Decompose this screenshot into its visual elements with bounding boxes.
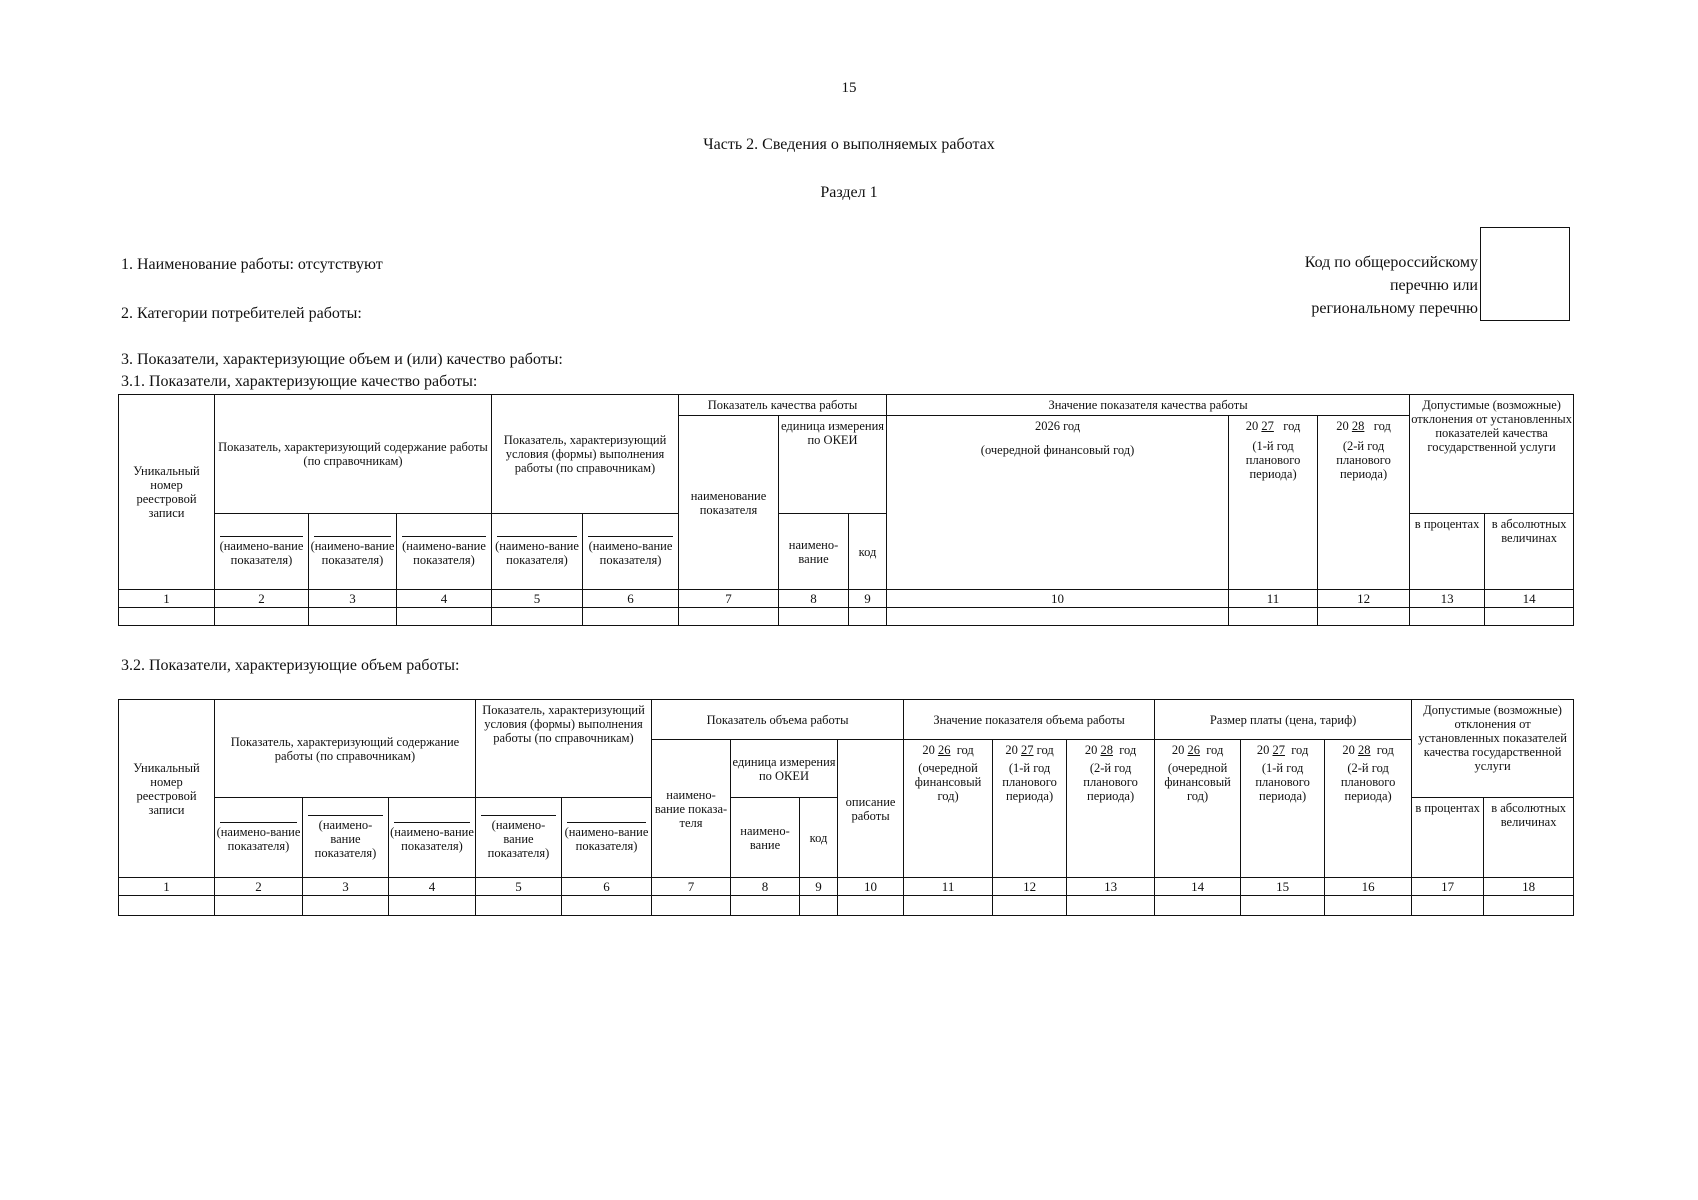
consumer-categories-line: 2. Категории потребителей работы:: [121, 305, 362, 322]
unit-name-header: наимено-вание: [779, 514, 849, 590]
code-label-line: региональному перечню: [1311, 300, 1478, 317]
table-cell[interactable]: [476, 896, 562, 916]
unit-code-header: код: [800, 798, 838, 878]
table-cell[interactable]: [1484, 896, 1574, 916]
indicator-name-subheader: (наимено-вание показателя): [562, 798, 652, 878]
column-number: 3: [309, 590, 397, 608]
table-row: [119, 608, 1574, 626]
volume-year-1-header: [904, 740, 993, 878]
column-number: 18: [1484, 878, 1574, 896]
volume-indicator-header: Показатель объема работы: [652, 700, 904, 740]
volume-table: [118, 699, 1574, 916]
column-number: 13: [1067, 878, 1155, 896]
table-cell[interactable]: [838, 896, 904, 916]
code-box[interactable]: [1480, 227, 1570, 321]
indicator-name-subheader: (наимено-вание показателя): [389, 798, 476, 878]
column-number: 2: [215, 590, 309, 608]
column-number: 16: [1325, 878, 1412, 896]
unit-name-header: наимено-вание: [731, 798, 800, 878]
indicator-name-subheader: (наимено-вание показателя): [309, 514, 397, 590]
deviation-header: Допустимые (возможные) отклонения от установленных показателей качества государственной услуги: [1412, 700, 1574, 798]
year-note: (2-й год планового периода): [1336, 439, 1391, 481]
column-number: 12: [993, 878, 1067, 896]
percent-header: в процентах: [1412, 798, 1484, 878]
unit-header: единица измерения по ОКЕИ: [779, 416, 887, 514]
content-indicator-header: Показатель, характеризующий содержание работы (по справочникам): [215, 700, 476, 798]
table-cell[interactable]: [904, 896, 993, 916]
year-label: 20 28 год: [1342, 743, 1394, 757]
indicator-name-subheader: (наимено-вание показателя): [583, 514, 679, 590]
fee-year-1-header: [1155, 740, 1241, 878]
quality-value-header: Значение показателя качества работы: [887, 395, 1410, 416]
column-number: 14: [1155, 878, 1241, 896]
column-number: 7: [652, 878, 731, 896]
year-note: (1-й год планового периода): [1002, 761, 1057, 803]
table-cell[interactable]: [119, 896, 215, 916]
column-number: 4: [397, 590, 492, 608]
table-cell[interactable]: [1155, 896, 1241, 916]
table-cell[interactable]: [309, 608, 397, 626]
unique-number-header: Уникальный номер реестровой записи: [119, 700, 215, 878]
code-label-line: перечню или: [1389, 277, 1478, 294]
table-cell[interactable]: [215, 896, 303, 916]
fee-year-2-header: [1241, 740, 1325, 878]
column-number: 8: [779, 590, 849, 608]
year-label: 20 28 год: [1336, 419, 1391, 433]
table-cell[interactable]: [397, 608, 492, 626]
column-number: 1: [119, 590, 215, 608]
table-cell[interactable]: [583, 608, 679, 626]
column-number: 10: [838, 878, 904, 896]
table-cell[interactable]: [1485, 608, 1574, 626]
year-note: (2-й год планового периода): [1340, 761, 1396, 803]
work-description-header: описание работы: [838, 740, 904, 878]
work-name-line: 1. Наименование работы: отсутствуют: [121, 256, 383, 273]
table-cell[interactable]: [993, 896, 1067, 916]
table-cell[interactable]: [652, 896, 731, 916]
fee-year-3-header: [1325, 740, 1412, 878]
year-2028-header: [1318, 416, 1410, 590]
unique-number-header: Уникальный номер реестровой записи: [119, 395, 215, 590]
section-title: Раздел 1: [820, 184, 878, 201]
column-number: 12: [1318, 590, 1410, 608]
absolute-header: в абсолютных величинах: [1484, 798, 1574, 878]
year-label: 20 27 год: [1256, 743, 1309, 757]
column-number: 6: [583, 590, 679, 608]
table-cell[interactable]: [1318, 608, 1410, 626]
column-number: 2: [215, 878, 303, 896]
year-label: 2026 год: [1034, 419, 1081, 433]
table-cell[interactable]: [562, 896, 652, 916]
year-note: (2-й год планового периода): [1083, 761, 1138, 803]
year-label: 20 28 год: [1084, 743, 1137, 757]
table-cell[interactable]: [215, 608, 309, 626]
unit-code-header: код: [849, 514, 887, 590]
column-number: 1: [119, 878, 215, 896]
column-number: 5: [492, 590, 583, 608]
table-cell[interactable]: [1412, 896, 1484, 916]
indicator-name-subheader: (наимено-вание показателя): [397, 514, 492, 590]
indicator-name-subheader: (наимено-вание показателя): [303, 798, 389, 878]
column-number: 13: [1410, 590, 1485, 608]
year-note: (очередной финансовый год): [914, 761, 982, 803]
indicator-name-subheader: (наимено-вание показателя): [215, 514, 309, 590]
column-number: 5: [476, 878, 562, 896]
column-number: 15: [1241, 878, 1325, 896]
unit-header: единица измерения по ОКЕИ: [731, 740, 838, 798]
indicator-name-subheader: (наимено-вание показателя): [215, 798, 303, 878]
table-cell[interactable]: [779, 608, 849, 626]
column-number: 8: [731, 878, 800, 896]
quality-heading: 3.1. Показатели, характеризующие качество работы:: [121, 373, 478, 390]
part-title: Часть 2. Сведения о выполняемых работах: [703, 136, 995, 153]
column-number: 10: [887, 590, 1229, 608]
volume-year-2-header: [993, 740, 1067, 878]
year-label: 20 26 год: [922, 743, 974, 757]
conditions-indicator-header: Показатель, характеризующий условия (формы) выполнения работы (по справочникам): [492, 395, 679, 514]
year-note: (очередной финансовый год): [980, 443, 1135, 457]
year-label: 20 26 год: [1171, 743, 1224, 757]
volume-year-3-header: [1067, 740, 1155, 878]
indicator-name-header: наименование показателя: [679, 416, 779, 590]
year-note: (очередной финансовый год): [1164, 761, 1231, 803]
indicators-heading: 3. Показатели, характеризующие объем и (или) качество работы:: [121, 351, 563, 368]
year-note: (1-й год планового периода): [1255, 761, 1310, 803]
indicator-name-header: наимено-вание показа-теля: [652, 740, 731, 878]
table-cell[interactable]: [887, 608, 1229, 626]
code-label: [1305, 251, 1478, 320]
year-label: 20 27 год: [1245, 419, 1301, 433]
content-indicator-header: Показатель, характеризующий содержание работы (по справочникам): [215, 395, 492, 514]
column-number: 4: [389, 878, 476, 896]
column-number: 9: [800, 878, 838, 896]
year-note: (1-й год планового периода): [1245, 439, 1301, 481]
table-cell[interactable]: [389, 896, 476, 916]
column-number: 14: [1485, 590, 1574, 608]
quality-table: [118, 394, 1574, 626]
quality-indicator-header: Показатель качества работы: [679, 395, 887, 416]
conditions-indicator-header: Показатель, характеризующий условия (формы) выполнения работы (по справочникам): [476, 700, 652, 798]
table-cell[interactable]: [1241, 896, 1325, 916]
indicator-name-subheader: (наимено-вание показателя): [492, 514, 583, 590]
year-2027-header: [1229, 416, 1318, 590]
table-cell[interactable]: [303, 896, 389, 916]
year-2026-header: [887, 416, 1229, 590]
code-label-line: Код по общероссийскому: [1304, 254, 1478, 271]
column-number: 6: [562, 878, 652, 896]
column-number: 17: [1412, 878, 1484, 896]
table-row: [119, 896, 1574, 916]
column-number: 9: [849, 590, 887, 608]
table-cell[interactable]: [1325, 896, 1412, 916]
table-cell[interactable]: [492, 608, 583, 626]
percent-header: в процентах: [1410, 514, 1485, 590]
fee-header: Размер платы (цена, тариф): [1155, 700, 1412, 740]
column-number: 3: [303, 878, 389, 896]
year-label: 20 27 год: [1005, 743, 1054, 757]
table-cell[interactable]: [731, 896, 800, 916]
column-number: 11: [904, 878, 993, 896]
table-cell[interactable]: [1229, 608, 1318, 626]
table-cell[interactable]: [849, 608, 887, 626]
page-number: 15: [841, 80, 857, 96]
absolute-header: в абсолютных величинах: [1485, 514, 1574, 590]
column-number-row: [119, 590, 1574, 608]
volume-heading: 3.2. Показатели, характеризующие объем работы:: [121, 657, 460, 674]
column-number: 7: [679, 590, 779, 608]
column-number: 11: [1229, 590, 1318, 608]
table-cell[interactable]: [800, 896, 838, 916]
volume-value-header: Значение показателя объема работы: [904, 700, 1155, 740]
table-cell[interactable]: [119, 608, 215, 626]
column-number-row: [119, 878, 1574, 896]
table-cell[interactable]: [1067, 896, 1155, 916]
table-cell[interactable]: [1410, 608, 1485, 626]
deviation-header: Допустимые (возможные) отклонения от установленных показателей качества государственной услуги: [1410, 395, 1574, 514]
table-cell[interactable]: [679, 608, 779, 626]
indicator-name-subheader: (наимено-вание показателя): [476, 798, 562, 878]
